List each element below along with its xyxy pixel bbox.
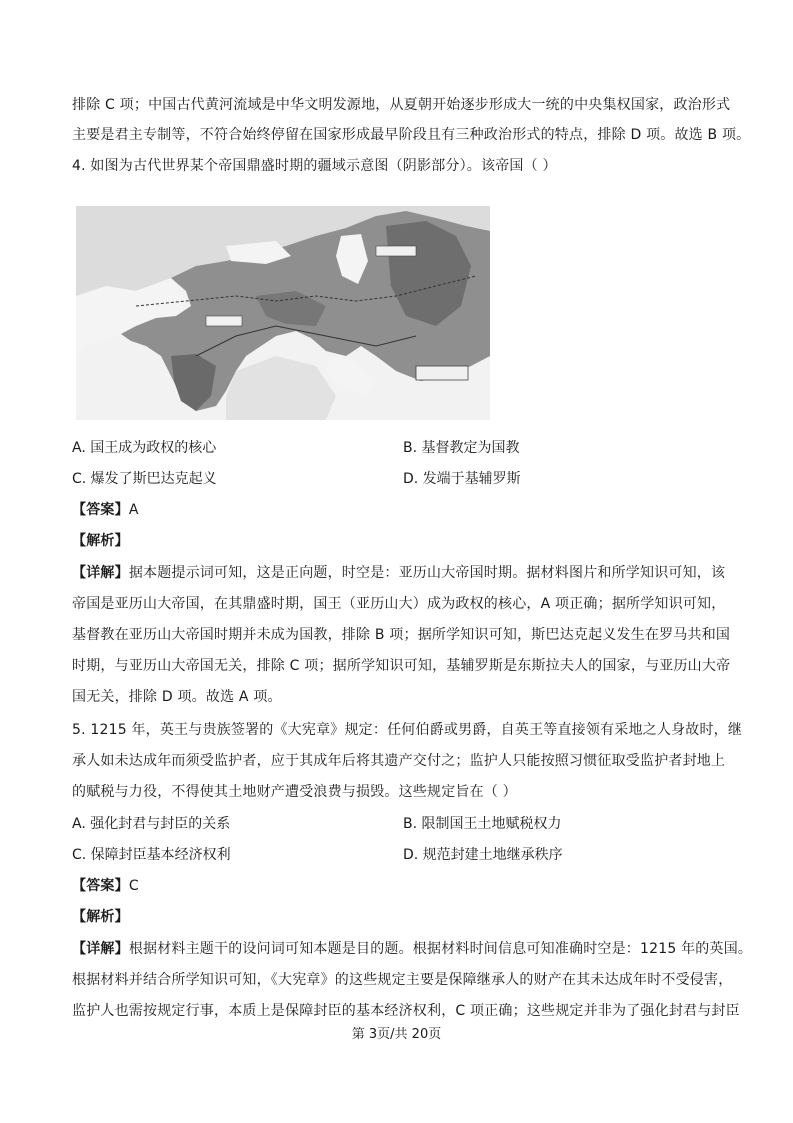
q4-option-a: A. 国王成为政权的核心 <box>72 440 217 456</box>
q4-detail-label: 【详解】 <box>72 565 129 581</box>
q4-detail-text-1: 据本题提示词可知，这是正向题，时空是：亚历山大帝国时期。据材料图片和所学知识可知，该 <box>128 565 726 581</box>
q4-detail-line-3: 基督教在亚历山大帝国时期并未成为国教，排除 B 项；据所学知识可知，斯巴达克起义发生在罗马共和国 <box>72 627 731 643</box>
q4-detail-line-5: 国无关，排除 D 项。故选 A 项。 <box>72 689 282 705</box>
q5-stem-line-1: 5. 1215 年，英王与贵族签署的《大宪章》规定：任何伯爵或男爵，自英王等直接领有采地之人身故时，继 <box>72 722 743 738</box>
q5-answer-line <box>72 876 139 896</box>
q5-detail-line-3: 监护人也需按规定行事，本质上是保障封臣的基本经济权利，C 项正确；这些规定并非为了强化封君与封臣 <box>72 1003 740 1019</box>
q5-option-c: C. 保障封臣基本经济权利 <box>72 847 231 863</box>
q4-option-d: D. 发端于基辅罗斯 <box>403 471 521 487</box>
q4-answer-line <box>72 500 139 520</box>
q4-detail-line-4: 时期，与亚历山大帝国无关，排除 C 项；据所学知识可知，基辅罗斯是东斯拉夫人的国家，与亚历山大帝 <box>72 658 731 674</box>
page-number-footer: 第 3页/共 20页 <box>351 1027 442 1042</box>
map-label-box-2 <box>376 246 416 256</box>
q4-analysis-heading <box>72 531 129 551</box>
map-label-box-1 <box>416 366 468 380</box>
q5-answer-value: C <box>128 878 139 894</box>
q5-option-d: D. 规范封建土地继承秩序 <box>403 847 563 863</box>
q4-option-b: B. 基督教定为国教 <box>403 440 520 456</box>
q4-analysis-label: 【解析】 <box>72 533 129 549</box>
q5-analysis-label: 【解析】 <box>72 909 129 925</box>
q5-option-b: B. 限制国王土地赋税权力 <box>403 816 562 832</box>
q5-detail-line-2: 根据材料并结合所学知识可知，《大宪章》的这些规定主要是保障继承人的财产在其未达成年时不受侵害， <box>72 972 733 988</box>
q3-analysis-line-2: 主要是君主专制等，不符合始终停留在国家形成最早阶段且有三种政治形式的特点，排除 D 项。故选 B 项。 <box>72 127 751 143</box>
empire-map-figure <box>76 206 490 420</box>
q5-stem-line-3: 的赋税与力役，不得使其土地财产遭受浪费与损毁。这些规定旨在（ ） <box>72 784 517 800</box>
q5-answer-label: 【答案】 <box>72 878 129 894</box>
q5-detail-text-1: 根据材料主题干的设问词可知本题是目的题。根据材料时间信息可知准确时空是：1215 年的英国。 <box>128 941 753 957</box>
q4-answer-label: 【答案】 <box>72 502 129 518</box>
q5-stem-line-2: 承人如未达成年而须受监护者，应于其成年后将其遗产交付之；监护人只能按照习惯征取受监护者封地上 <box>72 753 726 769</box>
q4-detail-line-2: 帝国是亚历山大帝国，在其鼎盛时期，国王（亚历山大）成为政权的核心，A 项正确；据所学知识可知， <box>72 596 726 612</box>
q4-option-c: C. 爆发了斯巴达克起义 <box>72 471 217 487</box>
q5-option-a: A. 强化封君与封臣的关系 <box>72 816 231 832</box>
q3-analysis-line-1: 排除 C 项；中国古代黄河流域是中华文明发源地，从夏朝开始逐步形成大一统的中央集权国家，政治形式 <box>72 97 731 113</box>
q4-detail-line-1 <box>72 563 725 583</box>
q4-answer-value: A <box>128 502 139 518</box>
empire-map-svg <box>76 206 490 420</box>
map-label-box-3 <box>206 316 242 326</box>
q5-detail-label: 【详解】 <box>72 941 129 957</box>
q5-detail-line-1 <box>72 939 752 959</box>
q4-stem: 4. 如图为古代世界某个帝国鼎盛时期的疆域示意图（阴影部分）。该帝国（ ） <box>72 158 557 174</box>
q5-analysis-heading <box>72 907 129 927</box>
